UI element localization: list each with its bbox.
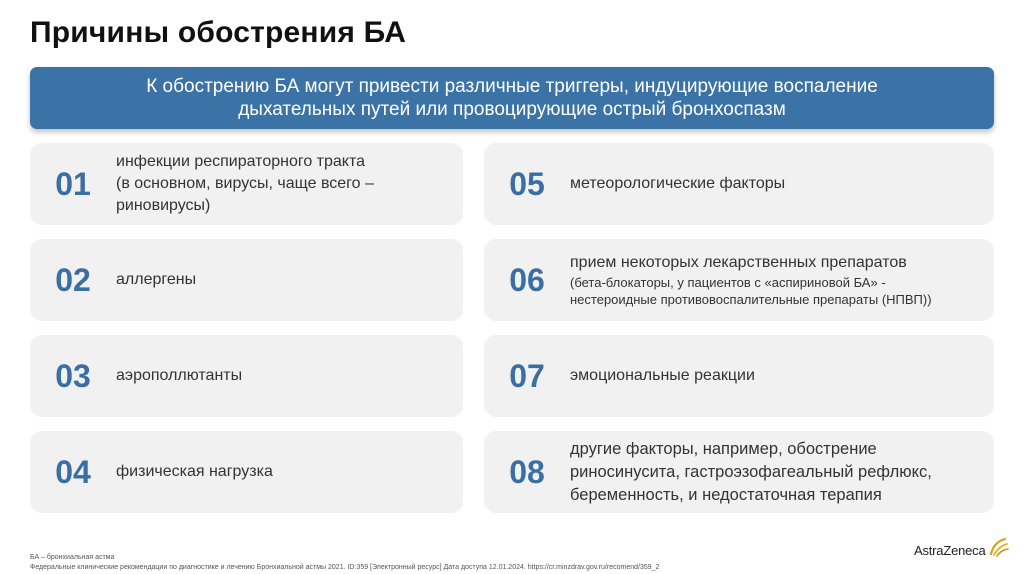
- trigger-number: 07: [509, 357, 545, 394]
- logo-text: AstraZeneca: [914, 543, 986, 558]
- footnote-reference: Федеральные клинические рекомендации по диагностике и лечению Бронхиальной астмы 2021. ID:359 [Электронный ресурс] Дата доступа 12.01.2024. https://cr.minzdrav.gov.ru/recomend/359_2: [30, 564, 660, 571]
- trigger-number: 06: [509, 261, 545, 298]
- page-title: Причины обострения БА: [30, 16, 407, 49]
- trigger-text-line: аллергены: [116, 271, 197, 288]
- trigger-number: 02: [55, 261, 91, 298]
- company-logo: [914, 543, 1009, 558]
- trigger-card-01: [30, 143, 463, 225]
- trigger-number: 08: [509, 453, 545, 490]
- trigger-card-07: [484, 335, 994, 417]
- trigger-card-04: [30, 431, 463, 513]
- footnote-abbreviation: БА – бронхиальная астма: [30, 554, 115, 561]
- trigger-card-02: [30, 239, 463, 321]
- trigger-number: 04: [55, 453, 91, 490]
- trigger-text-line: физическая нагрузка: [116, 463, 273, 480]
- trigger-number: 05: [509, 165, 545, 202]
- trigger-text-line: риновирусы): [116, 197, 211, 214]
- trigger-text-line: эмоциональные реакции: [570, 367, 755, 384]
- trigger-text-line: аэрополлютанты: [116, 367, 243, 384]
- trigger-number: 03: [55, 357, 91, 394]
- trigger-text-line: (в основном, вирусы, чаще всего –: [116, 175, 374, 192]
- trigger-card-03: [30, 335, 463, 417]
- banner-line-1: К обострению БА могут привести различные триггеры, индуцирующие воспаление: [146, 76, 878, 97]
- trigger-subtext-line: (бета-блокаторы, у пациентов с «аспириновой БА» -: [570, 275, 886, 290]
- trigger-text-line: прием некоторых лекарственных препаратов: [570, 254, 907, 271]
- trigger-text-line: риносинусита, гастроэзофагеальный рефлюкс,: [570, 462, 932, 481]
- trigger-number: 01: [55, 165, 91, 202]
- trigger-subtext-line: нестероидные противовоспалительные препараты (НПВП)): [570, 292, 932, 307]
- trigger-card-06: [484, 239, 994, 321]
- trigger-card-08: [484, 431, 994, 513]
- trigger-text-line: беременность, и недостаточная терапия: [570, 485, 882, 504]
- banner-line-2: дыхательных путей или провоцирующие острый бронхоспазм: [238, 99, 786, 120]
- astrazeneca-logo-icon: [987, 536, 1009, 558]
- trigger-text-line: метеорологические факторы: [570, 175, 786, 192]
- trigger-text-line: инфекции респираторного тракта: [116, 153, 366, 170]
- intro-banner: [30, 67, 994, 129]
- trigger-card-05: [484, 143, 994, 225]
- trigger-text-line: другие факторы, например, обострение: [570, 439, 877, 458]
